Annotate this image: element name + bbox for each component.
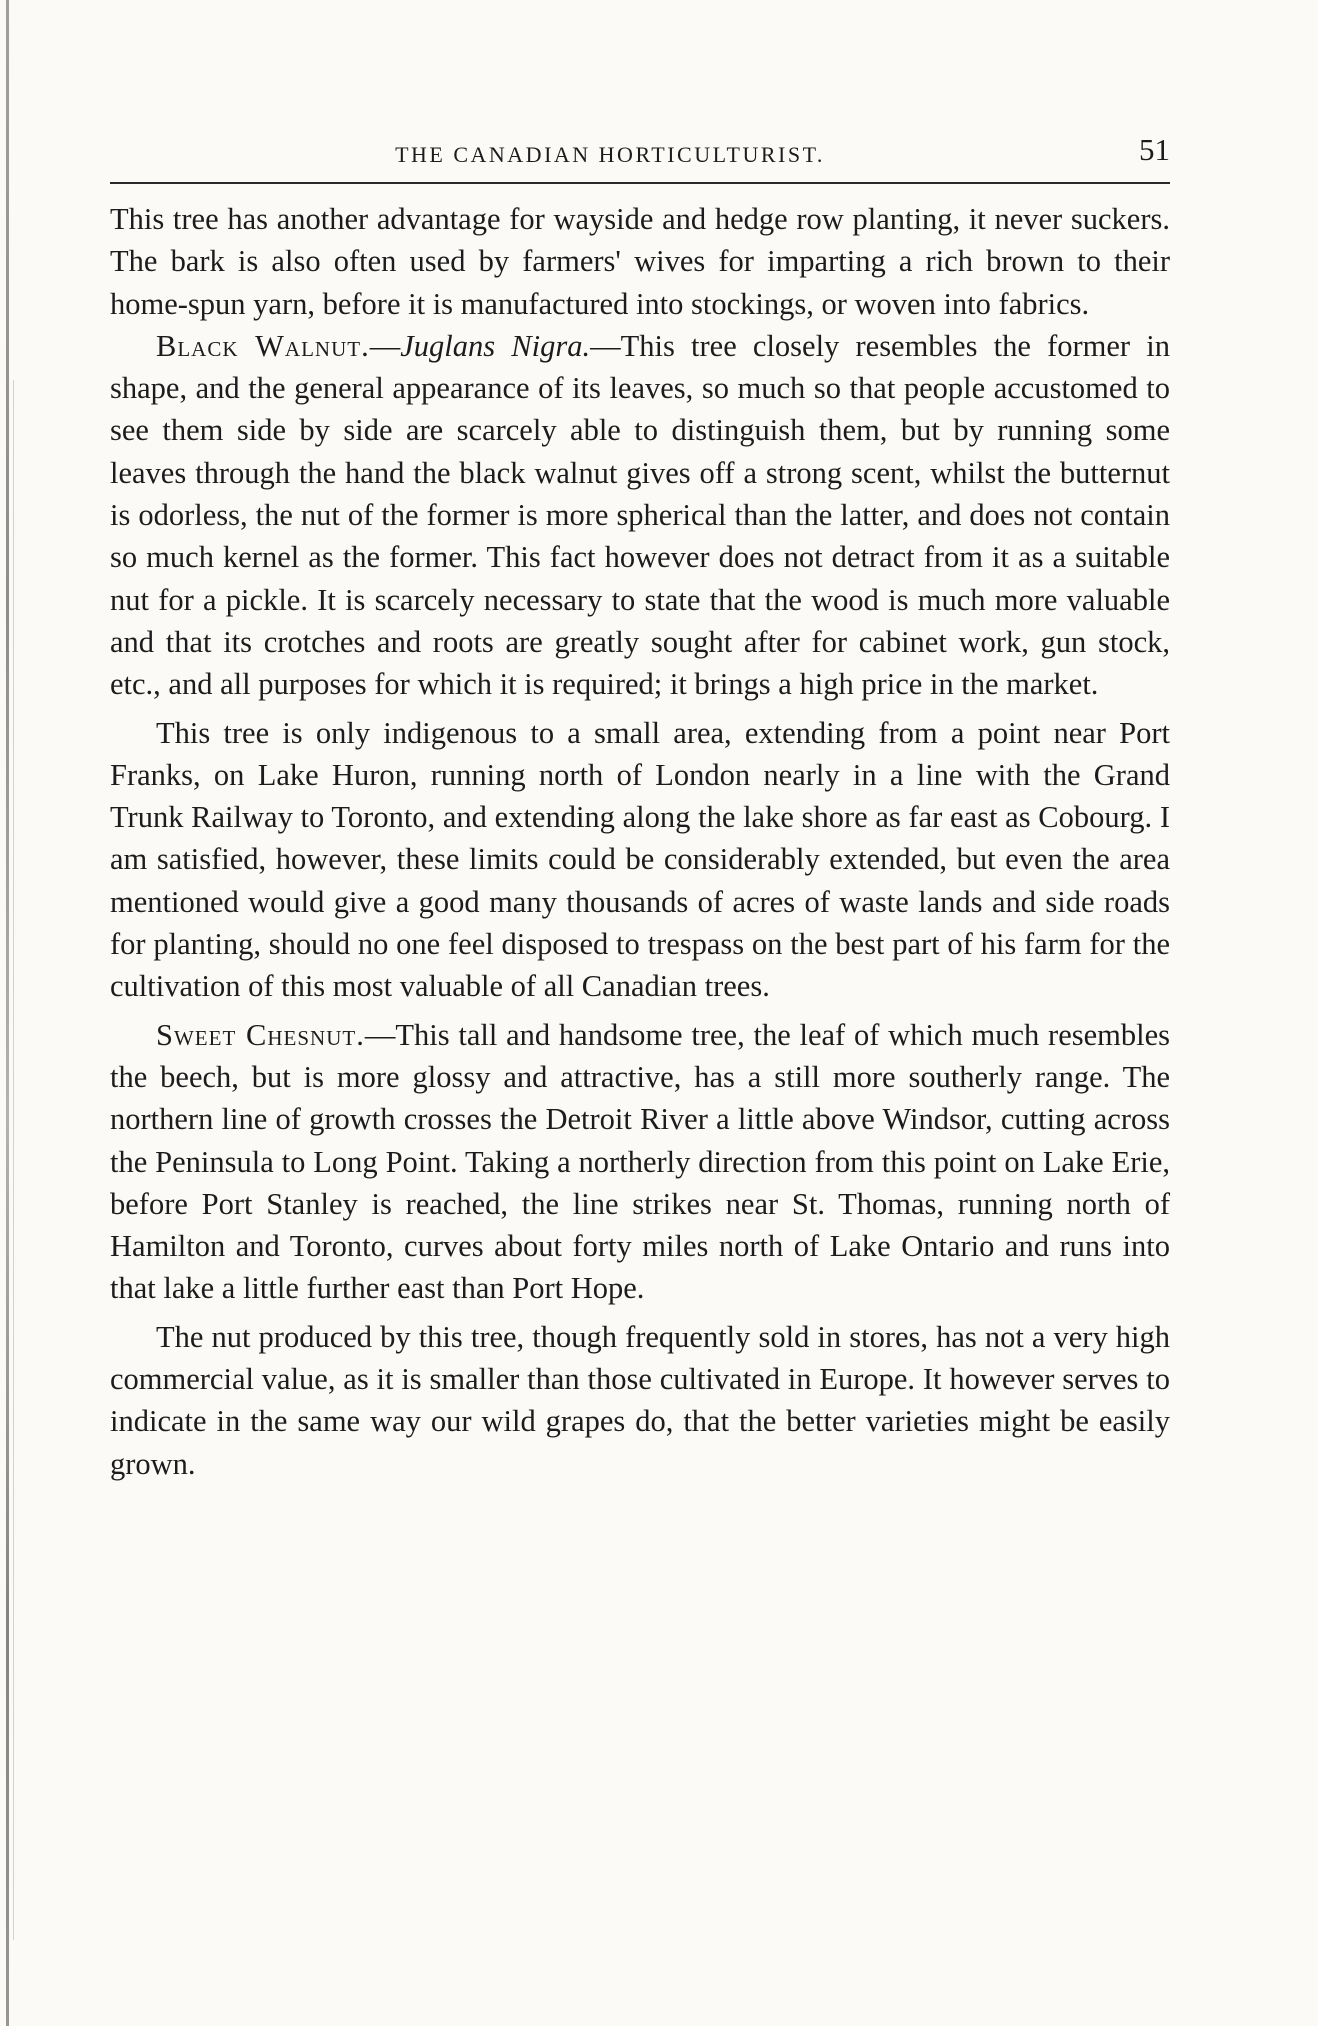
binding-edge: [6, 0, 9, 2026]
section-heading-sweet-chesnut: Sweet Chesnut.: [156, 1017, 365, 1052]
paragraph-butternut-continued: This tree has another advantage for wayside and hedge row planting, it never suckers. The bark is also often used by farmers' wives for imparting a rich brown to their home-spun yarn, before it is manufactured into stockings, or woven into fabrics.: [110, 202, 1170, 321]
paragraph-sweet-chesnut: Sweet Chesnut.—This tall and handsome tree, the leaf of which much resembles the beech, but is more glossy and attractive, has a still more southerly range. The northern line of growth crosses the Detroit River a little above Windsor, cutting across the Peninsula to Long Point. Taking a northerly direction from this point on Lake Erie, before Port Stanley is reached, the line strikes near St. Thomas, running north of Hamilton and Toronto, curves about forty miles north of Lake Ontario and runs into that lake a little further east than Port Hope.: [110, 1017, 1170, 1306]
paragraph-chesnut-nut: The nut produced by this tree, though frequently sold in stores, has not a very high commercial value, as it is smaller than those cultivated in Europe. It however serves to indicate in the same way our wild grapes do, that the better varieties might be easily grown.: [110, 1319, 1170, 1481]
section-heading-black-walnut: Black Walnut.: [156, 328, 370, 363]
book-page: [110, 128, 1170, 1485]
page-number: 51: [1139, 132, 1170, 167]
latin-name-juglans-nigra: Juglans Nigra.: [400, 328, 591, 363]
binding-shadow: [13, 380, 14, 1940]
running-head: [110, 128, 1170, 176]
paragraph-text: This tree closely resembles the former in shape, and the general appearance of its leaves, so much so that people accustomed to see them side by side are scarcely able to distinguish them, but by running some leaves through the hand the black walnut gives off a strong scent, whilst the butternut is odorless, the nut of the former is more spherical than the latter, and does not contain so much kernel as the former. This fact however does not detract from it as a suitable nut for a pickle. It is scarcely necessary to state that the wood is much more valuable and that its crotches and roots are greatly sought after for cabinet work, gun stock, etc., and all purposes for which it is required; it brings a high price in the market.: [110, 328, 1170, 702]
paragraph-black-walnut-range: This tree is only indigenous to a small area, extending from a point near Port Franks, on Lake Huron, running north of London nearly in a line with the Grand Trunk Railway to Toronto, and extending along the lake shore as far east as Cobourg. I am satisfied, however, these limits could be considerably extended, but even the area mentioned would give a good many thousands of acres of waste lands and side roads for planting, should no one feel disposed to trespass on the best part of his farm for the cultivation of this most valuable of all Canadian trees.: [110, 715, 1170, 1004]
paragraph-text: This tall and handsome tree, the leaf of which much resembles the beech, but is more glossy and attractive, has a still more southerly range. The northern line of growth crosses the Detroit River a little above Windsor, cutting across the Peninsula to Long Point. Taking a northerly direction from this point on Lake Erie, before Port Stanley is reached, the line strikes near St. Thomas, running north of Hamilton and Toronto, curves about forty miles north of Lake Ontario and runs into that lake a little further east than Port Hope.: [110, 1017, 1170, 1306]
header-rule: [110, 182, 1170, 184]
running-title: THE CANADIAN HORTICULTURIST.: [395, 142, 825, 167]
paragraph-black-walnut: Black Walnut.—Juglans Nigra.—This tree closely resembles the former in shape, and the general appearance of its leaves, so much so that people accustomed to see them side by side are scarcely able to distinguish them, but by running some leaves through the hand the black walnut gives off a strong scent, whilst the butternut is odorless, the nut of the former is more spherical than the latter, and does not contain so much kernel as the former. This fact however does not detract from it as a suitable nut for a pickle. It is scarcely necessary to state that the wood is much more valuable and that its crotches and roots are greatly sought after for cabinet work, gun stock, etc., and all purposes for which it is required; it brings a high price in the market.: [110, 328, 1170, 702]
